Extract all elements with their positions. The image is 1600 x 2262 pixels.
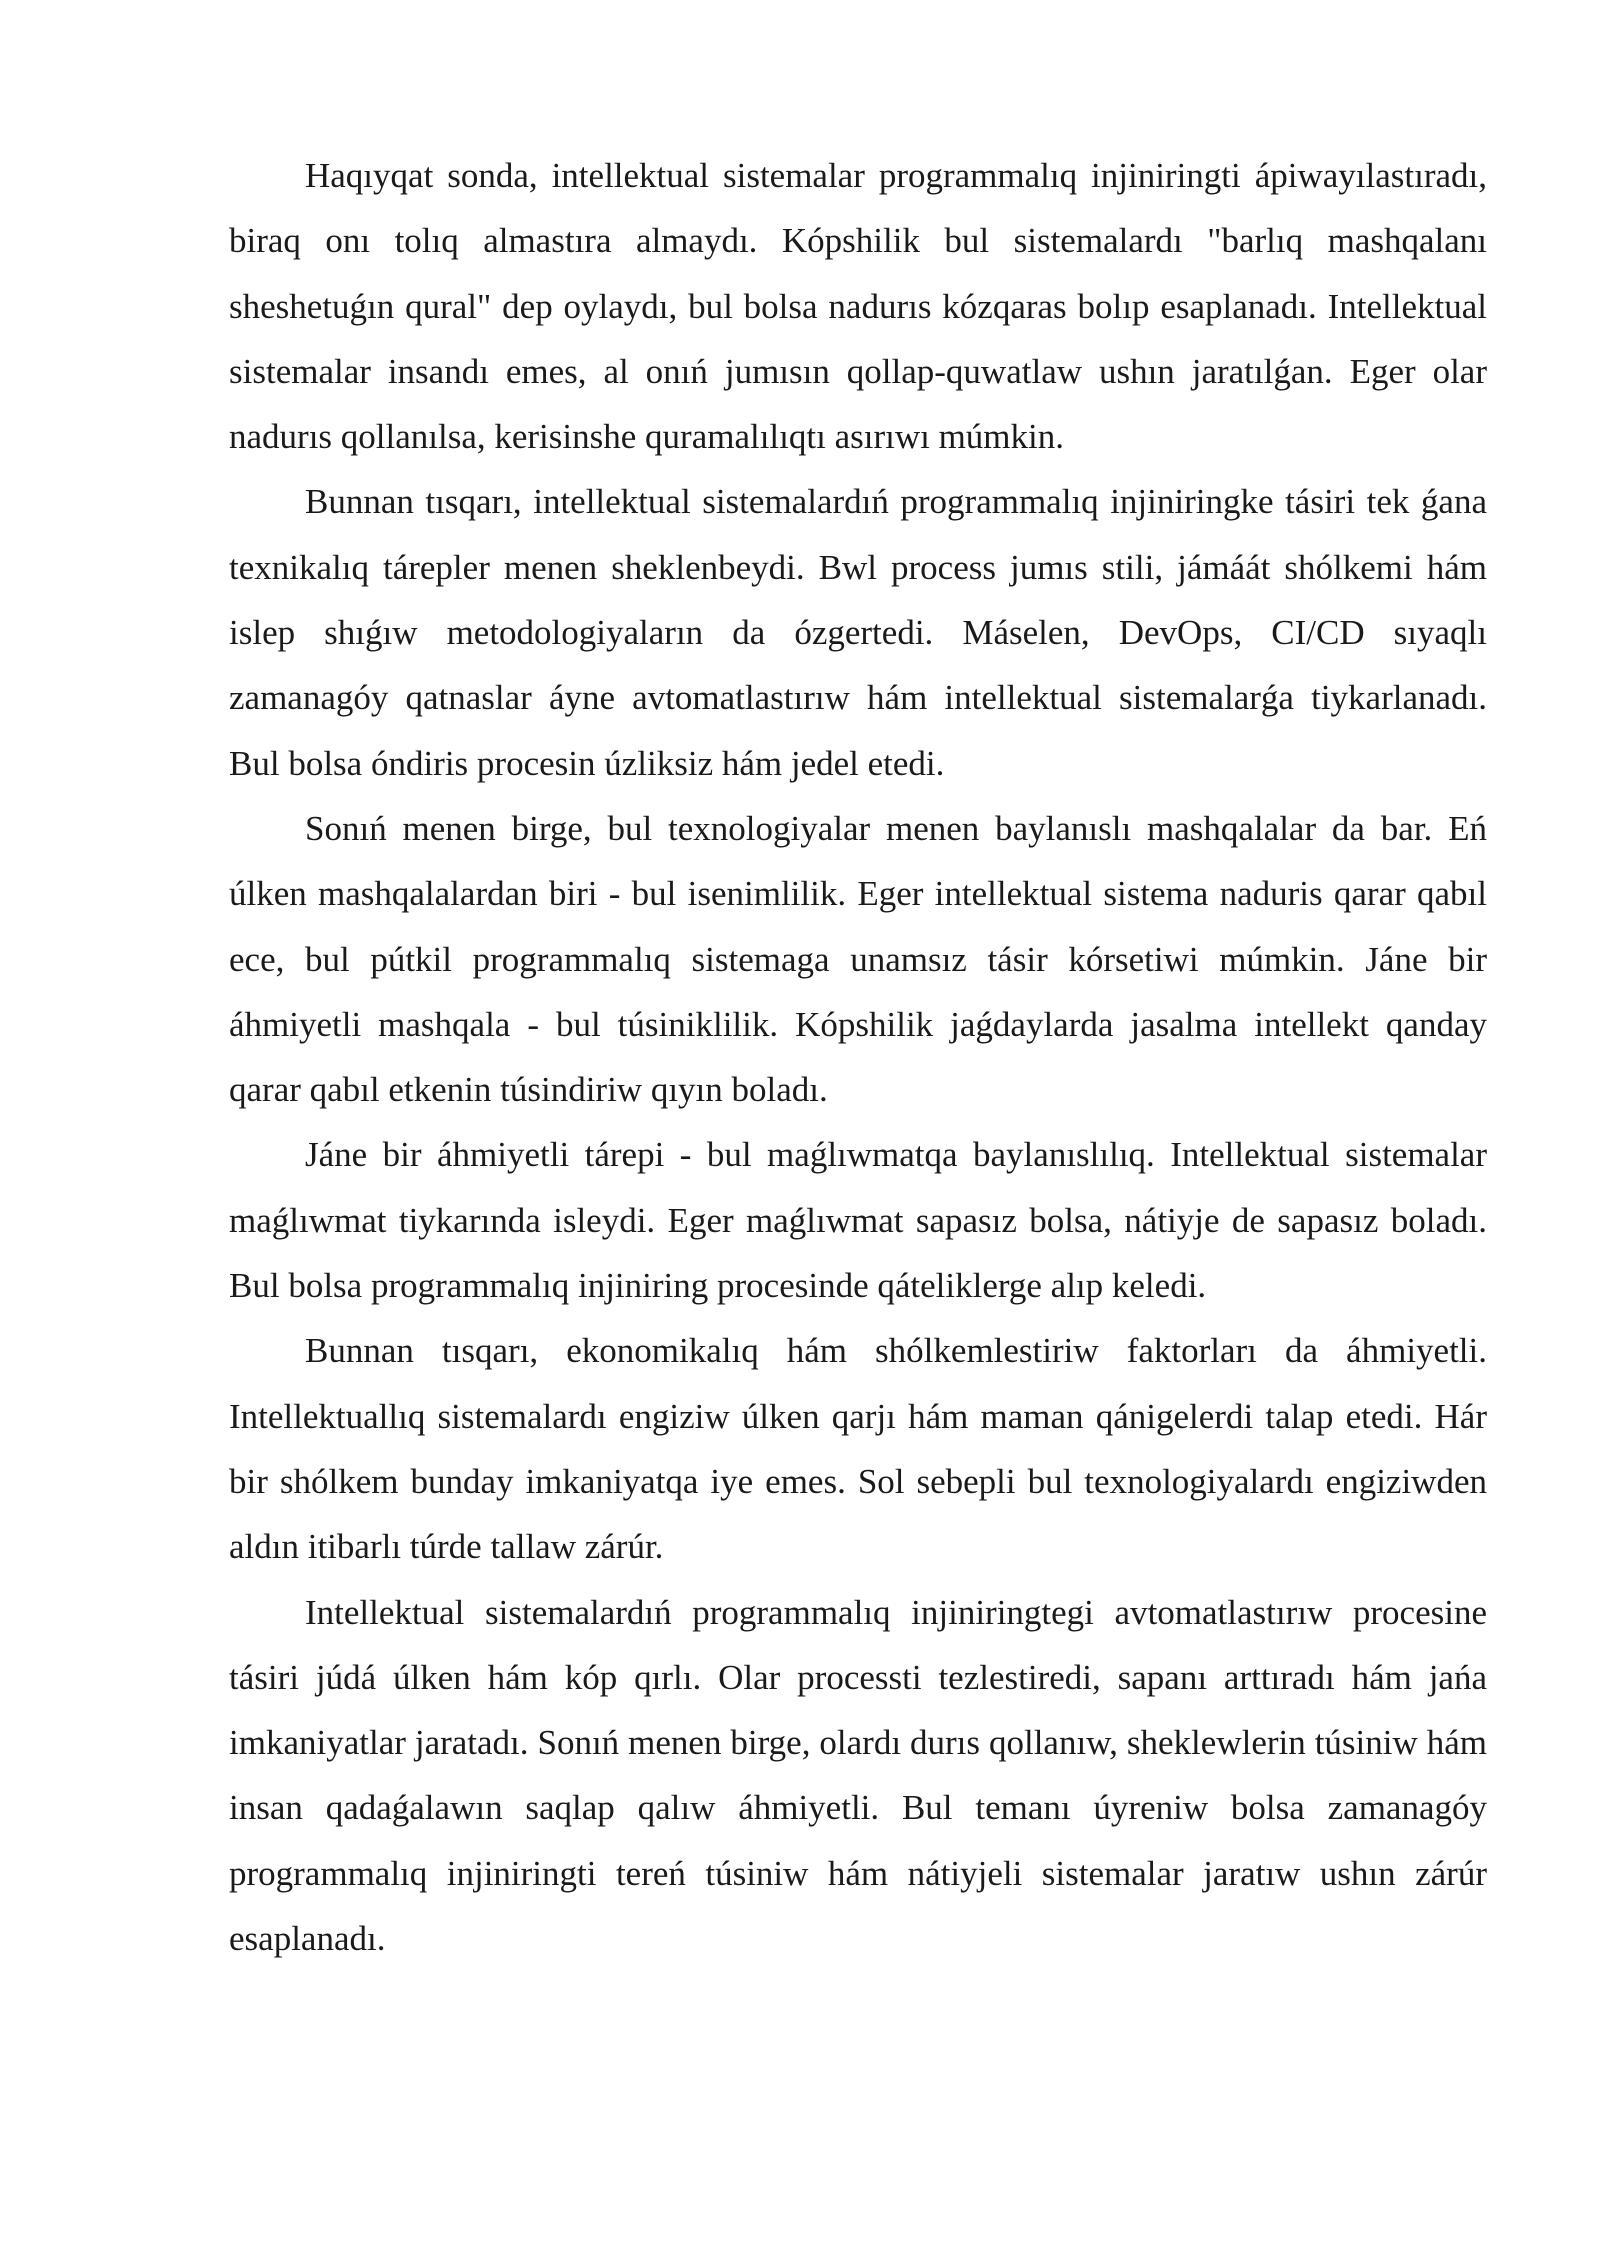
body-paragraph-6: Intellektual sistemalardıń programmalıq injiniringtegi avtomatlastırıw procesine tásiri júdá úlken hám kóp qırlı. Olar processti tezlestiredi, sapanı arttıradı hám jańa imkaniyatlar jaratadı. Sonıń menen birge, olardı durıs qollanıw, sheklewlerin túsiniw hám insan qadaǵalawın saqlap qalıw áhmiyetli. Bul temanı úyreniw bolsa zamanagóy programmalıq injiniringti tereń túsiniw hám nátiyjeli sistemalar jaratıw ushın zárúr esaplanadı. [229, 1592, 1487, 1959]
document-page [229, 143, 1487, 1971]
body-paragraph-1: Haqıyqat sonda, intellektual sistemalar programmalıq injiniringti ápiwayılastıradı, biraq onı tolıq almastıra almaydı. Kópshilik bul sistemalardı "barlıq mashqalanı sheshetuǵın qural" dep oylaydı, bul bolsa nadurıs kózqaras bolıp esaplanadı. Intellektual sistemalar insandı emes, al onıń jumısın qollap-quwatlaw ushın jaratılǵan. Eger olar nadurıs qollanılsa, kerisinshe quramalılıqtı asırıwı múmkin. [229, 156, 1487, 457]
body-paragraph-2: Bunnan tısqarı, intellektual sistemalardıń programmalıq injiniringke tásiri tek ǵana texnikalıq tárepler menen sheklenbeydi. Bwl process jumıs stili, jámáát shólkemi hám islep shıǵıw metodologiyaların da ózgertedi. Máselen, DevOps, CI/CD sıyaqlı zamanagóy qatnaslar áyne avtomatlastırıw hám intellektual sistemalarǵa tiykarlanadı. Bul bolsa óndiris procesin úzliksiz hám jedel etedi. [229, 482, 1487, 783]
body-paragraph-5: Bunnan tısqarı, ekonomikalıq hám shólkemlestiriw faktorları da áhmiyetli. Intellektuallıq sistemalardı engiziw úlken qarjı hám maman qánigelerdi talap etedi. Hár bir shólkem bunday imkaniyatqa iye emes. Sol sebepli bul texnologiyalardı engiziwden aldın itibarlı túrde tallaw zárúr. [229, 1331, 1487, 1567]
body-paragraph-3: Sonıń menen birge, bul texnologiyalar menen baylanıslı mashqalalar da bar. Eń úlken mashqalalardan biri - bul isenimlilik. Eger intellektual sistema naduris qarar qabıl ece, bul pútkil programmalıq sistemaga unamsız tásir kórsetiwi múmkin. Jáne bir áhmiyetli mashqala - bul túsiniklilik. Kópshilik jaǵdaylarda jasalma intellekt qanday qarar qabıl etkenin túsindiriw qıyın boladı. [229, 808, 1487, 1110]
body-paragraph-4: Jáne bir áhmiyetli tárepi - bul maǵlıwmatqa baylanıslılıq. Intellektual sistemalar maǵlıwmat tiykarında isleydi. Eger maǵlıwmat sapasız bolsa, nátiyje de sapasız boladı. Bul bolsa programmalıq injiniring procesinde qáteliklerge alıp keledi. [229, 1135, 1487, 1306]
